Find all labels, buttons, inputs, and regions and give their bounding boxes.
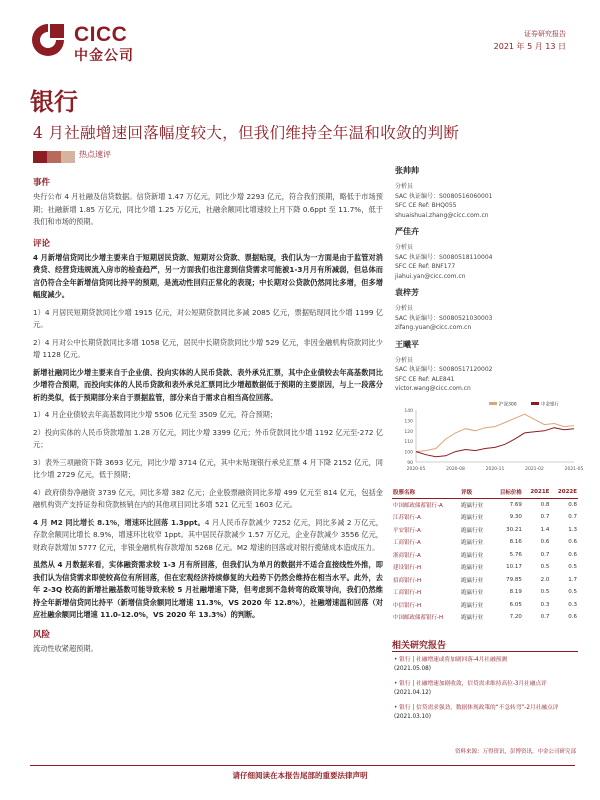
eps-2021e-cell: 0.7 (540, 551, 550, 558)
col-2021e: 2021E (523, 486, 551, 499)
analyst-panel (395, 165, 575, 400)
eps-2022e-cell: 0.7 (568, 514, 577, 521)
legend-swatch (489, 402, 497, 405)
stock-table (392, 486, 578, 624)
rating-cell: 跑赢行业 (461, 615, 484, 622)
col-2022e: 2022E (550, 486, 578, 499)
analyst-sfc: SFC CE Ref: ALE841 (395, 375, 455, 383)
eps-2022e-cell: 0.6 (568, 614, 577, 621)
analyst-role: 分析员 (395, 356, 414, 364)
comment-paragraph-2: 1）4 月居民短期贷款同比少增 1915 亿元，对公短期贷款同比多减 2085 亿元，票据贴现同比少增 1199 亿元。 (33, 307, 383, 329)
eps-2022e-cell: 0.5 (568, 589, 577, 596)
x-tick-label: 2020-05 (406, 467, 426, 472)
table-row (392, 561, 578, 574)
m2-detail: 4 月人民币存款减少 7252 亿元，同比多减 2 万亿元，存款余额同比增长 8.9%，增速环比收窄 1ppt。其中居民存款减少 1.57 万亿元，企业存款减少 3556 亿元，财政存款增加 5777 亿元，非银金融机构存款增加 5268 亿元。M2 增速的回落或对银行揽储成本造成压力。 (33, 517, 383, 552)
analyst-card (395, 226, 575, 281)
table-row (392, 611, 578, 624)
rating-cell: 跑赢行业 (461, 540, 484, 547)
related-reports-title: 相关研究报告 (392, 641, 447, 651)
analyst-name: 严佳卉 (395, 227, 419, 236)
rating-cell: 跑赢行业 (461, 565, 484, 572)
x-tick-label: 2021-05 (564, 467, 584, 472)
related-report-date: (2021.03.10) (394, 714, 432, 720)
stock-name-cell[interactable]: 招商银行-H (393, 577, 422, 584)
eps-2021e-cell: 0.6 (540, 539, 550, 546)
analyst-role: 分析员 (395, 183, 414, 190)
y-tick-label: 120 (404, 429, 413, 435)
comment-paragraph-8: 4）政府债券净融资 3739 亿元，同比多增 382 亿元；企业股票融资同比多增 499 亿元至 814 亿元，包括金融机构资产支持证券和贷款核销在内的其他项目同比多增 521 亿元至 1603 亿元。 (33, 487, 383, 509)
eps-2021e-cell: 0.7 (540, 514, 550, 521)
eps-2021e-cell: 0.3 (540, 601, 550, 608)
cicc-logo-mark-icon (30, 22, 66, 58)
target-price-cell: 79.85 (506, 576, 522, 583)
comment-title: 评论 (33, 238, 51, 249)
target-price-cell: 6.05 (509, 601, 522, 608)
legal-footer: 请仔细阅读在本报告尾部的重要法律声明 (232, 771, 368, 780)
table-row (392, 599, 578, 612)
y-tick-label: 100 (404, 450, 413, 456)
col-stock-name: 股票名称 (392, 486, 460, 499)
performance-chart (394, 400, 584, 475)
comment-paragraph-3: 2）4 月对公中长期贷款同比多增 1058 亿元，居民中长期贷款同比少增 529 亿元，非因金融机构贷款同比少增 1128 亿元。 (33, 337, 383, 359)
stock-name-cell[interactable]: 江苏银行-A (393, 515, 421, 522)
comment-paragraph-7: 3）表外三项融资下降 3693 亿元，同比少增 3714 亿元，其中未贴现银行承兑汇票 4 月下降 2152 亿元，同比少增 2729 亿元，低于预期； (33, 457, 383, 479)
target-price-cell: 8.16 (509, 539, 522, 546)
analyst-card (395, 165, 575, 220)
table-row (392, 499, 578, 512)
target-price-cell: 7.20 (509, 614, 522, 621)
analyst-sac: SAC 执证编号：S0080516060001 (395, 192, 493, 200)
cicc-logo (30, 22, 190, 66)
related-report-item[interactable] (394, 680, 574, 698)
y-tick-label: 140 (404, 409, 413, 414)
table-row (392, 574, 578, 587)
comment-paragraph-6: 2）投向实体的人民币贷款增加 1.28 万亿元，同比少增 3399 亿元；外币贷款同比少增 1192 亿元至-272 亿元； (33, 427, 383, 449)
table-row (392, 536, 578, 549)
risk-title: 风险 (33, 629, 51, 640)
analyst-email[interactable]: victor.wang@cicc.com.cn (395, 385, 471, 392)
y-tick-label: 110 (404, 440, 413, 446)
eps-2021e-cell: 2.0 (540, 576, 550, 583)
stock-name-cell[interactable]: 工商银行-A (393, 540, 421, 547)
eps-2022e-cell: 0.5 (568, 564, 577, 571)
target-price-cell: 9.30 (509, 514, 522, 521)
related-report-link[interactable]: • 银行 | 社融增速加剧收敛，信贷需求维持高位-3月社融点评 (394, 681, 547, 687)
target-price-cell: 8.19 (509, 589, 522, 596)
table-header-row (392, 486, 578, 499)
series-line-csi300 (416, 414, 574, 451)
stock-name-cell[interactable]: 工商银行-H (393, 590, 422, 597)
stock-name-cell[interactable]: 平安银行-A (393, 527, 421, 534)
rating-cell: 跑赢行业 (461, 602, 484, 609)
event-text: 央行公布 4 月社融及信贷数据。信贷新增 1.47 万亿元，同比少增 2293 亿元，符合我们预期，略低于市场预期；社融新增 1.85 万亿元，同比少增 1.25 万亿元，社融余额同比增速较上月下降 0.6ppt 至 11.7%，低于我们和市场的预期。 (33, 192, 383, 226)
logo-text-cn: 中金公司 (74, 48, 134, 64)
analyst-email[interactable]: shuaishuai.zhang@cicc.com.cn (395, 211, 489, 219)
related-reports-list (394, 656, 574, 728)
event-title: 事件 (33, 178, 51, 188)
badge-bar (33, 148, 75, 160)
analyst-sfc: SFC CE Ref: BNF177 (395, 263, 456, 270)
comment-paragraph-1: 4 月新增信贷同比少增主要来自于短期居民贷款、短期对公贷款、票据贴现，我们认为一方面是由于监管对消费贷、经营贷违规流入房市的检查趋严，另一方面我们也注意到信贷需求可能被1-3月月有所减弱，但总体而言仍符合全年新增信贷同比持平的预期，是流动性回归正常化的表现；中长期对公贷款仍然同比多增，但多增幅度减少。 (33, 252, 383, 299)
legend-swatch (531, 402, 539, 405)
analyst-sac: SAC 执证编号：S0080517120002 (395, 366, 493, 373)
analyst-card (395, 287, 575, 333)
target-price-cell: 30.21 (506, 526, 522, 533)
analyst-name: 袁梓芳 (395, 288, 419, 297)
comment-paragraph-4: 新增社融同比少增主要来自于企业债、投向实体的人民币贷款、表外承兑汇票，其中企业债较去年高基数同比少增符合预期，而投向实体的人民币贷款和表外承兑汇票同比少增超数据低于预期的主要原因，与上一段落分析的类似，低于预期部分来自于票据监管，部分来自于需求自相当高位回落。 (33, 367, 383, 402)
rating-cell: 跑赢行业 (461, 503, 484, 509)
analyst-card (395, 339, 575, 394)
sector-title: 银行 (30, 87, 78, 116)
related-report-link[interactable]: • 银行 | 信贷需求强劲，数据体现政策的“不急转弯”-2月社融点评 (394, 705, 559, 711)
y-tick-label: 90 (407, 461, 413, 466)
rating-cell: 跑赢行业 (461, 577, 484, 584)
report-type: 证券研究报告 (524, 30, 566, 38)
eps-2022e-cell: 1.7 (568, 576, 577, 583)
analyst-sac: SAC 执证编号：S0080518110004 (395, 253, 493, 261)
eps-2022e-cell: 0.6 (568, 551, 577, 558)
eps-2022e-cell: 0.8 (568, 502, 577, 508)
analyst-name: 张帅帅 (395, 166, 419, 175)
footer-divider (30, 765, 575, 766)
x-tick-label: 2020-08 (446, 467, 465, 472)
m2-highlight: 4 月 M2 同比增长 8.1%，增速环比回落 1.3ppt。 (33, 517, 205, 527)
y-tick-label: 130 (404, 419, 413, 425)
report-headline: 4 月社融增速回落幅度较大，但我们维持全年温和收敛的判断 (33, 124, 460, 142)
logo-text-en: CICC (74, 23, 128, 46)
related-report-item[interactable] (394, 704, 574, 722)
main-column (33, 170, 383, 660)
rating-cell: 跑赢行业 (461, 515, 484, 522)
table-row (392, 524, 578, 537)
related-report-link[interactable]: • 银行 | 社融增速或将加剧回落-4月社融预测 (394, 657, 508, 663)
eps-2022e-cell: 1.3 (568, 526, 577, 533)
eps-2022e-cell: 0.6 (568, 539, 577, 546)
report-date: 2021 年 5 月 13 日 (493, 42, 566, 51)
rating-cell: 跑赢行业 (461, 527, 484, 534)
legend-label: 沪深300 (499, 402, 517, 408)
related-divider (392, 651, 578, 652)
eps-2021e-cell: 0.5 (540, 564, 550, 571)
target-price-cell: 5.76 (509, 551, 522, 558)
x-tick-label: 2021-02 (525, 467, 544, 472)
x-tick-label: 2020-11 (485, 467, 505, 472)
table-row (392, 586, 578, 599)
series-line-cicc-bank (416, 428, 574, 457)
analyst-email[interactable]: zifang.yuan@cicc.com.cn (395, 324, 472, 331)
analyst-email[interactable]: jiahui.yan@cicc.com.cn (395, 272, 466, 280)
related-report-date: (2021.05.08) (394, 666, 432, 672)
analyst-role: 分析员 (395, 305, 414, 312)
target-price-cell: 7.69 (509, 502, 522, 508)
target-price-cell: 10.17 (506, 564, 522, 571)
col-rating: 评级 (460, 486, 491, 499)
related-report-item[interactable] (394, 656, 574, 674)
stock-name-cell[interactable]: 浙商银行-A (393, 552, 421, 559)
eps-2021e-cell: 0.8 (540, 502, 550, 508)
eps-2022e-cell: 0.3 (568, 601, 577, 608)
rating-cell: 跑赢行业 (461, 552, 484, 559)
stock-name-cell[interactable]: 中国邮政储蓄银行-H (393, 615, 444, 622)
related-report-date: (2021.04.12) (394, 690, 432, 696)
table-row (392, 549, 578, 562)
table-row (392, 511, 578, 524)
legend-label: 中金银行 (541, 402, 559, 408)
comment-paragraph-5: 1）4 月企业债较去年高基数同比少增 5506 亿元至 3509 亿元，符合预期； (33, 410, 278, 419)
eps-2021e-cell: 0.7 (540, 614, 550, 621)
badge-label: 热点速评 (79, 150, 111, 159)
stock-name-cell[interactable]: 中信银行-H (393, 602, 422, 609)
rating-cell: 跑赢行业 (461, 590, 484, 597)
comment-paragraph-9 (33, 517, 383, 555)
stock-name-cell[interactable]: 中国邮政储蓄银行-A (393, 503, 443, 509)
analyst-role: 分析员 (395, 244, 414, 251)
eps-2021e-cell: 0.5 (540, 589, 550, 596)
analyst-name: 王曦平 (395, 339, 419, 349)
analyst-sac: SAC 执证编号：S0080521030003 (395, 314, 493, 322)
analyst-sfc: SFC CE Ref: BHQ055 (395, 202, 457, 209)
source-note: 资料来源：万得资讯，彭博资讯，中金公司研究部 (454, 749, 576, 755)
stock-name-cell[interactable]: 建设银行-H (393, 565, 422, 572)
risk-text: 流动性收紧超预期。 (33, 643, 98, 653)
eps-2021e-cell: 1.4 (540, 526, 550, 533)
comment-paragraph-10: 虽然从 4 月数据来看，实体融资需求较 1-3 月有所回落，但我们认为单月的数据并不适合直接线性外推，即我们认为信贷需求即使较高位有所回落，但在宏观经济持续修复的大趋势下仍然会维持在相当水平。此外，去年 2-3Q 校高的新增社融基数可能导致来较 5 月社融增速下降，但考虑到不急转弯的政策导向，我们仍然维持全年新增信贷同比持平（新增信贷余额同比增速 11.3%，VS 2020 年 12.8%），社融增速温和回落（对应社融余额同比增速 11.0-12.0%，VS 2020 年 13.3%）的判断。 (33, 560, 383, 619)
col-target-price: 目标价格 (492, 486, 523, 499)
